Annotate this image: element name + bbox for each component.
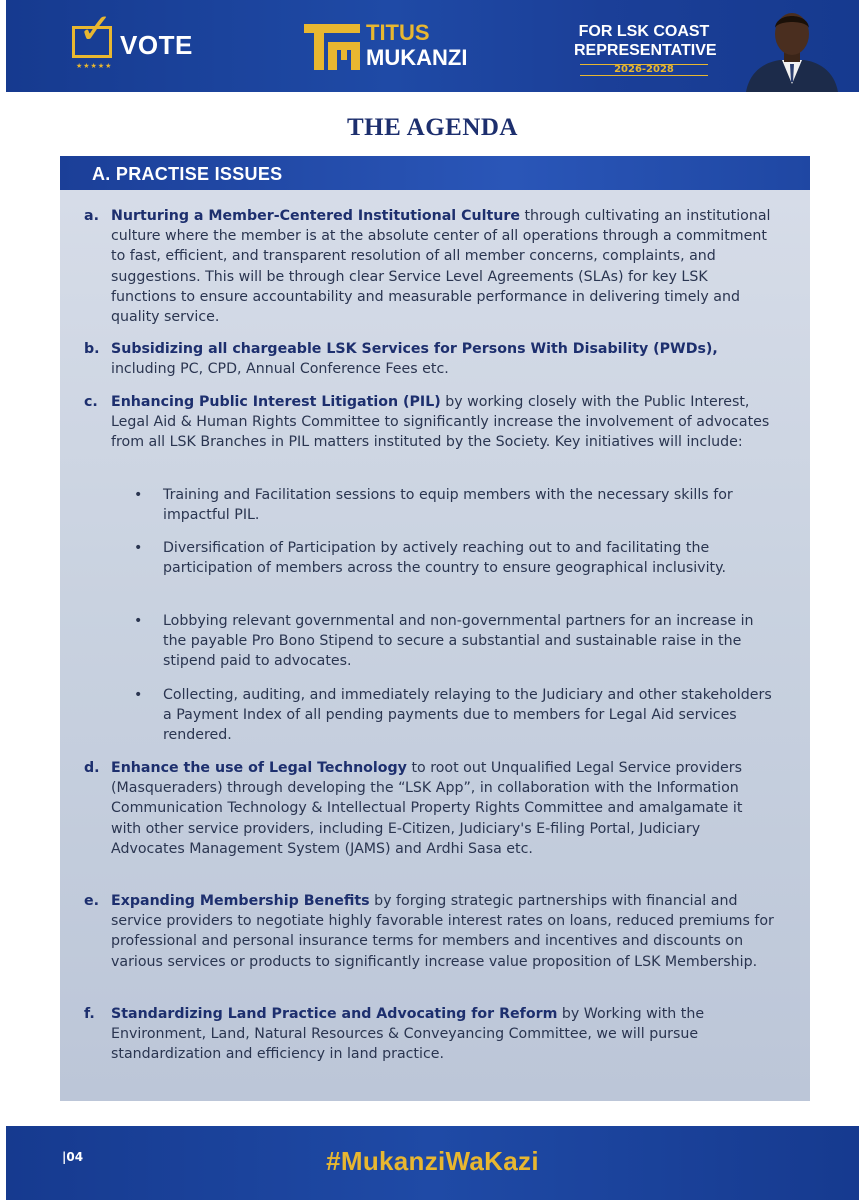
bullet-icon: • [134, 613, 143, 629]
item-heading: Expanding Membership Benefits [111, 893, 370, 909]
item-description: by Working with the Environment, Land, Natural Resources & Conveyancing Committee, we will pursue standardization and efficiency in land practice. [111, 1006, 705, 1063]
item-heading: Enhancing Public Interest Litigation (PIL) [111, 394, 441, 410]
vote-label: VOTE [120, 30, 193, 60]
checkmark-icon: ✓ [78, 4, 114, 53]
item-text [111, 206, 774, 327]
bullet-icon: • [134, 487, 143, 503]
item-description: including PC, CPD, Annual Conference Fees etc. [111, 361, 449, 378]
header-banner [6, 0, 859, 92]
bullet-text: Diversification of Participation by actively reaching out to and facilitating the participation of members across the country to ensure geographical inclusivity. [163, 540, 726, 577]
tm-monogram-icon [304, 24, 360, 70]
item-label: b. [84, 341, 100, 357]
item-text [111, 339, 774, 379]
initiative-bullet [134, 485, 774, 525]
item-description: to root out Unqualified Legal Service providers (Masqueraders) through developing the “LSK App”, in collaboration with the Information Communication Technology & Intellectual Property Rights Committee and amalgamate it with other service providers, including E-Citizen, Judiciary's E-filing Portal, Judiciary Advocates Management System (JAMS) and Ardhi Sasa etc. [111, 760, 743, 857]
campaign-hashtag: #MukanziWaKazi [326, 1146, 539, 1176]
item-text [111, 758, 774, 859]
bullet-icon: • [134, 687, 143, 703]
page-number: |04 [62, 1150, 84, 1164]
bullet-text: Collecting, auditing, and immediately relaying to the Judiciary and other stakeholders a Payment Index of all pending payments due to members for Legal Aid services rendered. [163, 687, 772, 744]
stars-icon: ★★★★★ [76, 62, 113, 70]
item-label: c. [84, 394, 98, 410]
term-years: 2026-2028 [580, 64, 708, 76]
bullet-icon: • [134, 540, 143, 556]
item-label: d. [84, 760, 100, 776]
candidate-portrait [742, 4, 842, 92]
item-label: f. [84, 1006, 95, 1022]
item-label: a. [84, 208, 99, 224]
position-line-2: REPRESENTATIVE [574, 42, 717, 59]
agenda-item-f [84, 1004, 774, 1065]
agenda-item-e [84, 891, 774, 972]
position-line-1: FOR LSK COAST [578, 23, 710, 40]
agenda-item-a [84, 206, 774, 327]
agenda-item-d [84, 758, 774, 859]
item-label: e. [84, 893, 100, 909]
agenda-item-b [84, 339, 774, 379]
item-heading: Subsidizing all chargeable LSK Services for Persons With Disability (PWDs), [111, 341, 718, 357]
item-heading: Standardizing Land Practice and Advocating for Reform [111, 1006, 558, 1022]
item-description: through cultivating an institutional culture where the member is at the absolute center of all operations through a commitment to fast, efficient, and transparent resolution of all member concerns, complaints, and suggestions. This will be through clear Service Level Agreements (SLAs) for key LSK functions to ensure accountability and measurable performance in delivering timely and quality service. [111, 208, 771, 326]
section-heading: A. PRACTISE ISSUES [92, 164, 283, 184]
bullet-text: Training and Facilitation sessions to equip members with the necessary skills for impactful PIL. [163, 487, 733, 524]
item-heading: Nurturing a Member-Centered Institutional Culture [111, 208, 520, 224]
initiative-bullet [134, 538, 774, 578]
item-text [111, 891, 774, 972]
item-text [111, 392, 774, 453]
page-title: THE AGENDA [346, 114, 518, 141]
agenda-item-c [84, 392, 774, 453]
position-title [574, 22, 717, 60]
item-description: by working closely with the Public Interest, Legal Aid & Human Rights Committee to significantly increase the involvement of advocates from all LSK Branches in PIL matters instituted by the Society. Key initiatives will include: [111, 394, 770, 451]
initiative-bullet [134, 685, 774, 746]
item-heading: Enhance the use of Legal Technology [111, 760, 407, 776]
item-description: by forging strategic partnerships with financial and service providers to negotiate highly favorable interest rates on loans, reduced premiums for professional and personal insurance terms for members and incentives and discounts on various services or products to significantly increase value proposition of LSK Membership. [111, 893, 774, 970]
candidate-first-name: TITUS [366, 20, 430, 45]
candidate-last-name: MUKANZI [366, 45, 468, 70]
bullet-text: Lobbying relevant governmental and non-governmental partners for an increase in the payable Pro Bono Stipend to secure a substantial and sustainable raise in the stipend paid to advocates. [163, 613, 754, 670]
initiative-bullet [134, 611, 774, 672]
item-text [111, 1004, 774, 1065]
